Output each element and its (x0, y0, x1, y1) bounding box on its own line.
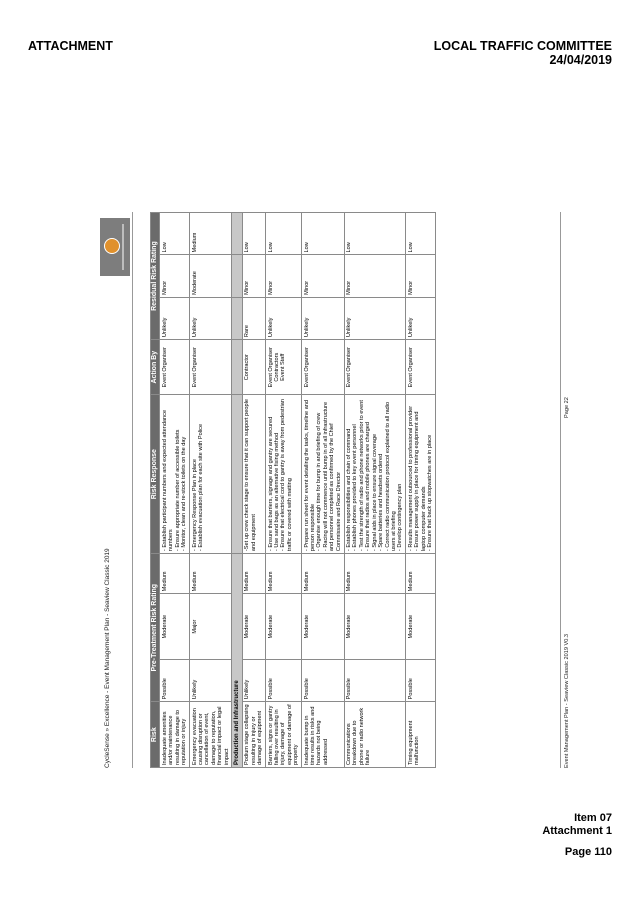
section-row-group (232, 213, 242, 768)
table-row (406, 213, 436, 768)
pre-consequence-cell: Moderate (242, 594, 265, 660)
response-line: - Ensure power supply in place for timing equipment and laptop computer demands (414, 411, 427, 552)
document-page-number: Page 22 (564, 397, 570, 418)
pre-likelihood-cell: Possible (406, 659, 436, 701)
pre-consequence-cell: Moderate (266, 594, 302, 660)
table-row (242, 213, 265, 768)
document-footer: Event Management Plan - Seaview Classic 2019 V0.3 (564, 633, 570, 768)
pre-consequence-cell: Moderate (160, 594, 190, 660)
action-line: Contractor (244, 354, 251, 381)
header-risk-response: Risk Response (151, 395, 160, 554)
response-line: - Organise enough time for bump in and briefing of crew (316, 412, 323, 552)
action-by-cell (406, 340, 436, 395)
pre-rating-cell: Medium (160, 554, 190, 594)
risk-response-cell (160, 395, 190, 554)
cyclesense-logo (100, 218, 130, 276)
response-line: - Establish responsibilities and chain of command (346, 428, 353, 552)
pre-consequence-cell: Moderate (406, 594, 436, 660)
risk-cell: Communications breakdown due to phone or radio network failure (344, 702, 406, 768)
pre-rating-cell: Medium (242, 554, 265, 594)
residual-likelihood-cell: Unlikely (190, 297, 232, 339)
pre-consequence-cell: Major (190, 594, 232, 660)
header-risk: Risk (151, 702, 160, 768)
pre-likelihood-cell: Possible (266, 659, 302, 701)
response-line: - Ensure that radios and mobile phones are charged (365, 422, 372, 552)
residual-rating-cell: Low (344, 213, 406, 255)
header-residual: Residual Risk Rating (151, 213, 160, 340)
item-number: Item 07 (574, 812, 612, 824)
response-line: - Spare batteries and headsets ordered (378, 453, 385, 552)
header-divider (132, 212, 133, 768)
residual-rating-cell: Low (266, 213, 302, 255)
logo-emblem-icon (104, 238, 120, 254)
response-line: - Emergency Response Plan in place (191, 459, 198, 552)
response-line: - Results management outsourced to professional provider (407, 405, 414, 552)
risk-cell: Inadequate bump in time results in risks and hazards not being addressed (302, 702, 344, 768)
action-by-cell (344, 340, 406, 395)
risk-table (150, 212, 436, 768)
action-by-cell (302, 340, 344, 395)
pre-likelihood-cell: Possible (344, 659, 406, 701)
table-row (302, 213, 344, 768)
response-line: - Test the strength of radio and phone networks prior to event (358, 400, 365, 552)
logo-tagline-bar (122, 224, 124, 270)
pre-rating-cell: Medium (302, 554, 344, 594)
residual-consequence-cell: Minor (242, 255, 265, 297)
risk-rows-a (160, 213, 232, 768)
pre-rating-cell: Medium (266, 554, 302, 594)
page-footer-divider (560, 212, 561, 768)
residual-consequence-cell: Minor (344, 255, 406, 297)
residual-consequence-cell: Minor (406, 255, 436, 297)
response-line: - Correct radio communication protocol explained to all radio users at briefing (384, 401, 397, 552)
pre-rating-cell: Medium (344, 554, 406, 594)
attachment-number: Attachment 1 (542, 825, 612, 837)
table-row (266, 213, 302, 768)
response-line: - Signal aids in place to ensure signal coverage (371, 433, 378, 552)
table-header-row (151, 213, 160, 768)
action-by-cell (190, 340, 232, 395)
document-page-landscape (98, 96, 588, 788)
response-line: - Ensure that barriers, signage and gantry are secured (267, 416, 274, 552)
header-action-by: Action By (151, 340, 160, 395)
section-row (232, 213, 242, 768)
response-line: - Ensure appropriate number of accessible toilets (174, 429, 181, 552)
risk-cell: Barriers, signs or gantry falling over resulting in injury, damage of equipment or damage of property (266, 702, 302, 768)
section-production-infrastructure: Production and Infrastructure (232, 554, 242, 768)
action-line: Event Organiser (407, 347, 414, 388)
response-line: - Racing will not commence until bump in of all infrastructure and personnel completed as confirmed by the Chief Commissaire and Race Director (322, 401, 342, 552)
risk-response-cell (266, 395, 302, 554)
residual-likelihood-cell: Unlikely (344, 297, 406, 339)
response-line: - Use sand bags as an alternative fixing method (274, 432, 280, 552)
residual-rating-cell: Low (406, 213, 436, 255)
residual-consequence-cell: Minor (302, 255, 344, 297)
pre-rating-cell: Medium (406, 554, 436, 594)
response-line: - Establish evacuation plan for each site with Police (197, 423, 204, 552)
response-line: -Set up crew check stage to ensure that it can support people and equipment (244, 399, 257, 552)
action-line: Event Organiser (267, 347, 274, 388)
risk-response-cell (406, 395, 436, 554)
action-line: Event Organiser (191, 347, 198, 388)
pre-rating-cell: Medium (190, 554, 232, 594)
residual-rating-cell: Medium (190, 213, 232, 255)
risk-response-cell (302, 395, 344, 554)
table-row (190, 213, 232, 768)
pre-likelihood-cell: Unlikely (190, 659, 232, 701)
action-by-cell (160, 340, 190, 395)
agenda-footer (542, 812, 612, 859)
residual-consequence-cell: Minor (266, 255, 302, 297)
committee-name: LOCAL TRAFFIC COMMITTEE (433, 39, 612, 53)
residual-likelihood-cell: Unlikely (266, 297, 302, 339)
residual-likelihood-cell: Unlikely (302, 297, 344, 339)
response-line: - Ensure that electrical cord to gantry is away from pedestrian traffic or covered with matting (280, 399, 293, 552)
residual-likelihood-cell: Unlikely (160, 297, 190, 339)
residual-consequence-cell: Moderate (190, 255, 232, 297)
residual-rating-cell: Low (242, 213, 265, 255)
action-line: Event Staff (280, 353, 287, 381)
pre-consequence-cell: Moderate (344, 594, 406, 660)
response-line: - Establish phones provided to key event personnel (352, 424, 359, 552)
residual-rating-cell: Low (160, 213, 190, 255)
committee-date: 24/04/2019 (549, 53, 612, 67)
header-pre-treatment: Pre-Treatment Risk Rating (151, 554, 160, 702)
residual-consequence-cell: Minor (160, 255, 190, 297)
pre-likelihood-cell: Possible (160, 659, 190, 701)
risk-response-cell (190, 395, 232, 554)
rotated-document-page (98, 96, 588, 788)
risk-cell: Inadequate amenities and/or maintenance resulting in damage to reputation or injury (160, 702, 190, 768)
residual-likelihood-cell: Unlikely (406, 297, 436, 339)
page-number: Page 110 (564, 846, 612, 858)
document-title: CycleSense » Excellence - Event Management Plan - Seaview Classic 2019 (104, 548, 111, 768)
table-row (160, 213, 190, 768)
action-line: Event Organiser (303, 347, 310, 388)
response-line: - Monitor, clean and re-stock toilets on the day (181, 436, 188, 552)
response-line: - Prepare run sheet for event detailing the tasks, timeline and person responsible (303, 399, 317, 552)
action-line: Contractors (274, 352, 280, 382)
committee-header (434, 39, 612, 67)
risk-cell: Emergency evacuation causing disruption or cancellation of event, damage to reputation, financial impact or legal impact (190, 702, 232, 768)
risk-response-cell (242, 395, 265, 554)
pre-consequence-cell: Moderate (302, 594, 344, 660)
attachment-label: ATTACHMENT (28, 39, 113, 53)
residual-rating-cell: Low (302, 213, 344, 255)
residual-likelihood-cell: Rare (242, 297, 265, 339)
action-by-cell (242, 340, 265, 395)
response-line: - Establish participant numbers and expected attendance numbers (161, 409, 175, 552)
pre-likelihood-cell: Possible (302, 659, 344, 701)
risk-cell: Timing equipment malfunction (406, 702, 436, 768)
response-line: - Ensure that back up stopwatches are in place (426, 434, 433, 552)
action-line: Event Organiser (161, 347, 168, 388)
risk-cell: Podium stage collapsing resulting in injury or damage of equipment (242, 702, 265, 768)
action-by-cell (266, 340, 302, 395)
risk-rows-b (242, 213, 435, 768)
risk-response-cell (344, 395, 406, 554)
response-line: - Develop contingency plan (397, 483, 404, 552)
action-line: Event Organiser (346, 347, 353, 388)
pre-likelihood-cell: Unlikely (242, 659, 265, 701)
table-row (344, 213, 406, 768)
